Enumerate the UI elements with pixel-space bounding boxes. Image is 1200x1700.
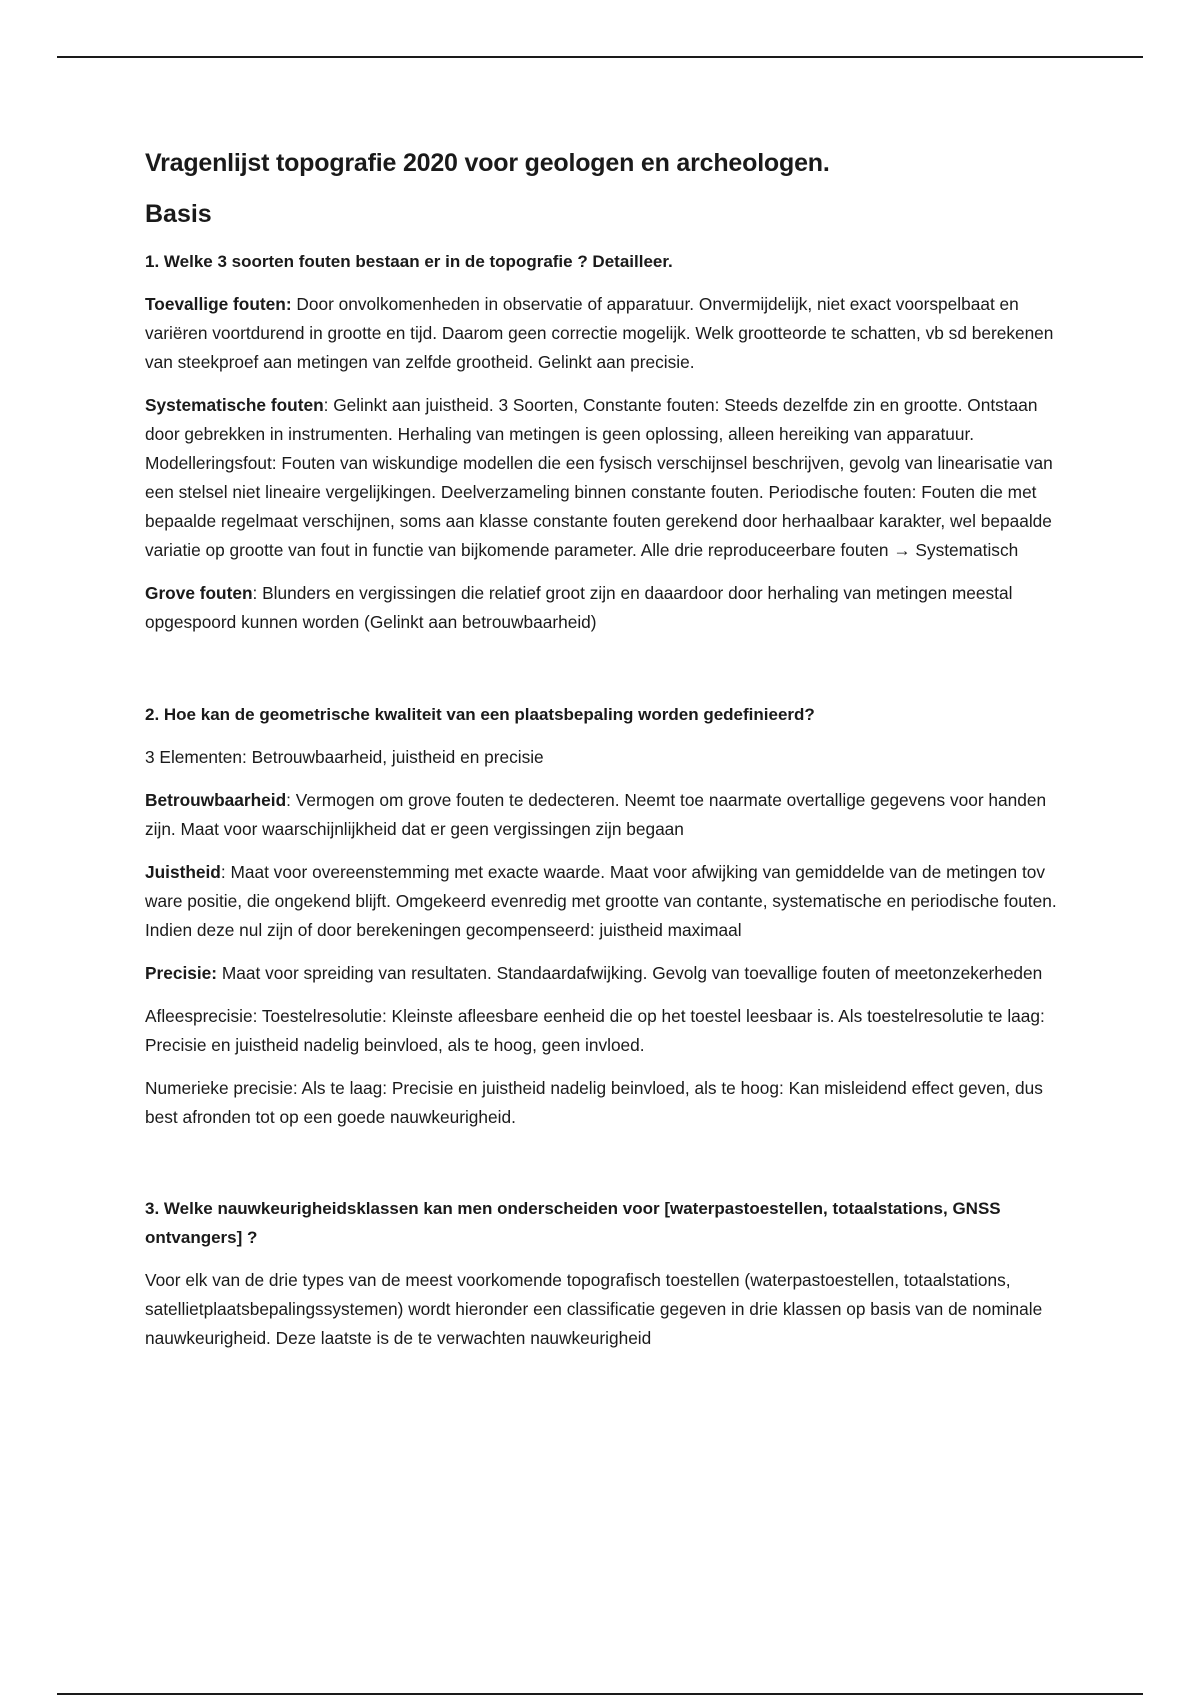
term-systematische-fouten: Systematische fouten [145,395,324,415]
text-precisie: Maat voor spreiding van resultaten. Standaardafwijking. Gevolg van toevallige fouten of meetonzekerheden [217,963,1043,983]
term-grove-fouten: Grove fouten [145,583,253,603]
top-rule [57,56,1143,58]
bottom-rule [57,1693,1143,1695]
term-toevallige-fouten: Toevallige fouten: [145,294,292,314]
text-juistheid: : Maat voor overeenstemming met exacte waarde. Maat voor afwijking van gemiddelde van de metingen tov ware positie, die ongekend blijft. Omgekeerd evenredig met grootte van contante, systematische en periodische fouten. Indien deze nul zijn of door berekeningen gecompenseerd: juistheid maximaal [145,862,1057,940]
paragraph-juistheid [145,858,1065,945]
paragraph-betrouwbaarheid [145,786,1065,844]
question-1: 1. Welke 3 soorten fouten bestaan er in de topografie ? Detailleer. [145,252,673,271]
text-grove-fouten: : Blunders en vergissingen die relatief groot zijn en daaardoor door herhaling van metingen meestal opgespoord kunnen worden (Gelinkt aan betrouwbaarheid) [145,583,1013,632]
text-betrouwbaarheid: : Vermogen om grove fouten te dedecteren. Neemt toe naarmate overtallige gegevens voor handen zijn. Maat voor waarschijnlijkheid dat er geen vergissingen zijn begaan [145,790,1047,839]
document-title: Vragenlijst topografie 2020 voor geologen en archeologen. [145,149,830,177]
question-3: 3. Welke nauwkeurigheidsklassen kan men onderscheiden voor [waterpastoestellen, totaalstations, GNSS ontvangers] ? [145,1199,1001,1247]
paragraph-afleesprecisie: Afleesprecisie: Toestelresolutie: Kleinste afleesbare eenheid die op het toestel leesbaar is. Als toestelresolutie te laag: Precisie en juistheid nadelig beinvloed, als te hoog, geen invloed. [145,1006,1045,1055]
paragraph-numerieke-precisie: Numerieke precisie: Als te laag: Precisie en juistheid nadelig beinvloed, als te hoog: Kan misleidend effect geven, dus best afronden tot op een goede nauwkeurigheid. [145,1078,1043,1127]
term-juistheid: Juistheid [145,862,221,882]
text-systematische-fouten: : Gelinkt aan juistheid. 3 Soorten, Constante fouten: Steeds dezelfde zin en grootte. Ontstaan door gebrekken in instrumenten. Herhaling van metingen is geen oplossing, alleen hereiking van apparatuur. Modelleringsfout: Fouten van wiskundige modellen die een fysisch verschijnsel beschrijven, gevolg van linearisatie van een stelsel niet lineaire vergelijkingen. Deelverzameling binnen constante fouten. Periodische fouten: Fouten die met bepaalde regelmaat verschijnen, soms aan klasse constante fouten gerekend door herhaalbaar karakter, wel bepaalde variatie op grootte van fout in functie van bijkomende parameter. Alle drie reproduceerbare fouten → Systematisch [145,395,1053,560]
section-heading: Basis [145,200,212,228]
question-2: 2. Hoe kan de geometrische kwaliteit van een plaatsbepaling worden gedefinieerd? [145,705,815,724]
paragraph-elementen: 3 Elementen: Betrouwbaarheid, juistheid en precisie [145,747,544,767]
paragraph-systematische-fouten [145,391,1065,565]
spacer [145,1146,1065,1194]
term-betrouwbaarheid: Betrouwbaarheid [145,790,287,810]
paragraph-nauwkeurigheidsklassen: Voor elk van de drie types van de meest voorkomende topografisch toestellen (waterpastoestellen, totaalstations, satellietplaatsbepalingssystemen) wordt hieronder een classificatie gegeven in drie klassen op basis van de nominale nauwkeurigheid. Deze laatste is de te verwachten nauwkeurigheid [145,1270,1043,1348]
paragraph-grove-fouten [145,579,1065,637]
spacer [145,651,1065,700]
term-precisie: Precisie: [145,963,218,983]
document-page [145,146,1065,1367]
paragraph-toevallige-fouten [145,290,1065,377]
text-toevallige-fouten: Door onvolkomenheden in observatie of apparatuur. Onvermijdelijk, niet exact voorspelbaat en variëren voortdurend in grootte en tijd. Daarom geen correctie mogelijk. Welk grootteorde te schatten, vb sd berekenen van steekproef aan metingen van zelfde grootheid. Gelinkt aan precisie. [145,294,1054,372]
paragraph-precisie [145,959,1065,988]
